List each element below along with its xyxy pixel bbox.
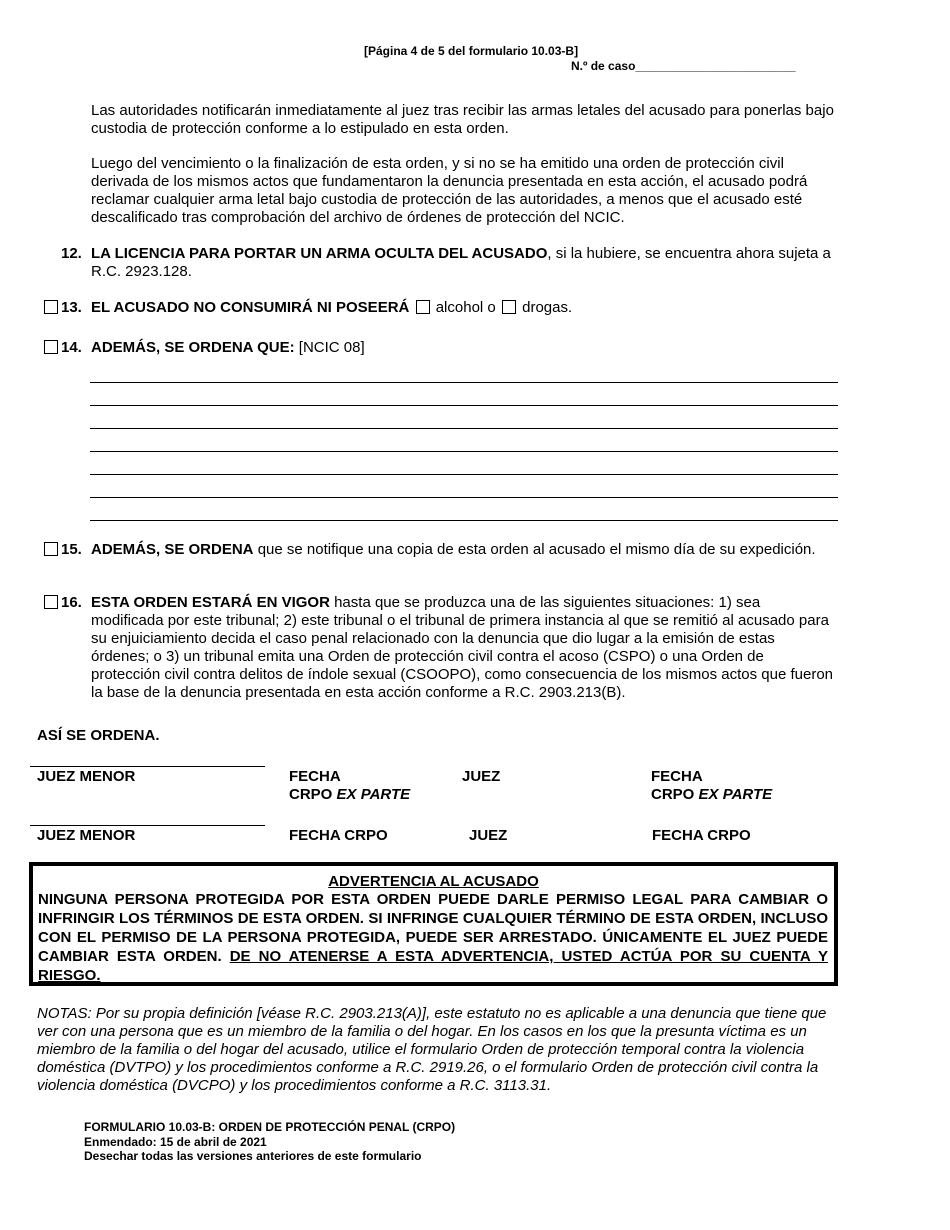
item-12-heading: LA LICENCIA PARA PORTAR UN ARMA OCULTA DEL ACUSADO — [91, 245, 548, 262]
paragraph-notify-judge: Las autoridades notificarán inmediatamente al juez tras recibir las armas letales del acusado para ponerlas bajo custodia de protección conforme a lo estipulado en esta orden. — [91, 102, 834, 137]
warning-body — [33, 890, 834, 985]
warning-title: ADVERTENCIA AL ACUSADO — [328, 873, 539, 890]
juez-menor-signature-line[interactable] — [30, 766, 265, 767]
ex-parte-text-2: EX PARTE — [698, 786, 773, 803]
warning-underlined: DE NO ATENERSE A ESTA ADVERTENCIA, USTED ACTÚA POR SU CUENTA Y RIESGO. — [38, 948, 828, 984]
item-12-body: , si la hubiere, se encuentra ahora sujeta a R.C. 2923.128. — [91, 245, 831, 280]
item-12-number: 12. — [61, 245, 82, 262]
ex-parte-text: EX PARTE — [336, 786, 411, 803]
item-13-text — [91, 299, 836, 317]
case-number-field[interactable]: N.º de caso________________________ — [571, 59, 796, 73]
paragraph-expiration: Luego del vencimiento o la finalización de esta orden, y si no se ha emitido una orden de protección civil derivada de los mismos actos que fundamentaron la denuncia presentada en esta acción, el acusado podrá reclamar cualquier arma letal bajo custodia de protección de las autoridades, a menos que el acusado esté descalificado tras comprobación del archivo de órdenes de protección del NCIC. — [91, 155, 808, 226]
writing-line[interactable] — [90, 428, 838, 429]
juez-menor-signature-line-2[interactable] — [30, 825, 265, 826]
fecha-text-2: FECHA — [651, 768, 703, 785]
notes: NOTAS: Por su propia definición [véase R.C. 2903.213(A)], este estatuto no es aplicable a una denuncia que tiene que ver con una persona que es un miembro de la familia o del hogar. En los casos en los que la presunta víctima es un miembro de la familia o del hogar del acusado, utilice el formulario Orden de protección temporal contra la violencia doméstica (DVTPO) y los procedimientos conforme a R.C. 2919.26, o el formulario Orden de protección civil contra la violencia doméstica (DVCPO) y los procedimientos conforme a R.C. 3113.31. — [37, 1005, 827, 1094]
item-15-checkbox[interactable] — [44, 542, 58, 556]
item-16-checkbox[interactable] — [44, 595, 58, 609]
item-14-checkbox[interactable] — [44, 340, 58, 354]
juez-menor-label-2: JUEZ MENOR — [37, 827, 136, 844]
item-15-text — [91, 541, 836, 559]
footer-form-name: FORMULARIO 10.03-B: ORDEN DE PROTECCIÓN PENAL (CRPO) — [84, 1120, 456, 1134]
crpo-text-2: CRPO — [651, 786, 699, 803]
item-16-number: 16. — [61, 594, 82, 611]
footer-amended: Enmendado: 15 de abril de 2021 — [84, 1134, 267, 1149]
footer-discard: Desechar todas las versiones anteriores de este formulario — [84, 1149, 422, 1163]
writing-line[interactable] — [90, 451, 838, 452]
writing-line[interactable] — [90, 497, 838, 498]
item-12-text — [91, 245, 836, 281]
item-16-heading: ESTA ORDEN ESTARÁ EN VIGOR — [91, 594, 330, 611]
drugs-checkbox[interactable] — [502, 300, 516, 314]
juez-label-2: JUEZ — [469, 827, 508, 844]
drugs-label: drogas. — [522, 299, 573, 316]
warning-text: NINGUNA PERSONA PROTEGIDA POR ESTA ORDEN PUEDE DARLE PERMISO LEGAL PARA CAMBIAR O INFRINGIR LOS TÉRMINOS DE ESTA ORDEN. SI INFRINGE CUALQUIER TÉRMINO DE ESTA ORDEN, INCLUSO CON EL PERMISO DE LA PERSONA PROTEGIDA, PUEDE SER ARRESTADO. ÚNICAMENTE EL JUEZ PUEDE CAMBIAR ESTA ORDEN. — [38, 891, 828, 965]
item-13-checkbox[interactable] — [44, 300, 58, 314]
item-14-heading: ADEMÁS, SE ORDENA QUE: — [91, 339, 295, 356]
so-ordered: ASÍ SE ORDENA. — [37, 727, 160, 744]
writing-line[interactable] — [90, 520, 838, 521]
crpo-ex-parte-label — [289, 786, 410, 804]
warning-box — [29, 862, 838, 986]
item-16-text — [91, 594, 836, 702]
item-14-text — [91, 339, 836, 357]
crpo-ex-parte-label-2 — [651, 786, 772, 804]
fecha-text: FECHA — [289, 768, 341, 785]
item-14-number: 14. — [61, 339, 82, 356]
alcohol-label: alcohol o — [435, 299, 496, 316]
juez-label: JUEZ — [462, 768, 501, 785]
alcohol-checkbox[interactable] — [416, 300, 430, 314]
item-15-body: que se notifique una copia de esta orden al acusado el mismo día de su expedición. — [253, 541, 816, 558]
writing-line[interactable] — [90, 405, 838, 406]
fecha-crpo-label: FECHA CRPO — [289, 827, 388, 844]
item-13-number: 13. — [61, 299, 82, 316]
item-16-body: hasta que se produzca una de las siguientes situaciones: 1) sea modificada por este tribunal; 2) este tribunal o el tribunal de primera instancia al que se remitió al acusado para su enjuiciamiento decida el caso penal relacionado con la denuncia que dio lugar a la emisión de estas órdenes; o 3) un tribunal emita una Orden de protección civil contra el acoso (CSPO) o una Orden de protección civil contra delitos de índole sexual (CSOOPO), como consecuencia de los mismos actos que fueron la base de la denuncia presentada en esta acción conforme a R.C. 2903.213(B). — [91, 594, 834, 701]
form-footer — [84, 1120, 455, 1164]
item-13-heading: EL ACUSADO NO CONSUMIRÁ NI POSEERÁ — [91, 299, 410, 316]
fecha-label-2 — [651, 768, 772, 804]
writing-line[interactable] — [90, 382, 838, 383]
crpo-text: CRPO — [289, 786, 337, 803]
writing-line[interactable] — [90, 474, 838, 475]
juez-menor-label: JUEZ MENOR — [37, 768, 136, 785]
item-14-body: [NCIC 08] — [294, 339, 365, 356]
page-label: [Página 4 de 5 del formulario 10.03-B] — [364, 44, 579, 58]
item-15-number: 15. — [61, 541, 82, 558]
item-15-heading: ADEMÁS, SE ORDENA — [91, 541, 254, 558]
fecha-label — [289, 768, 410, 804]
fecha-crpo-label-2: FECHA CRPO — [652, 827, 751, 844]
